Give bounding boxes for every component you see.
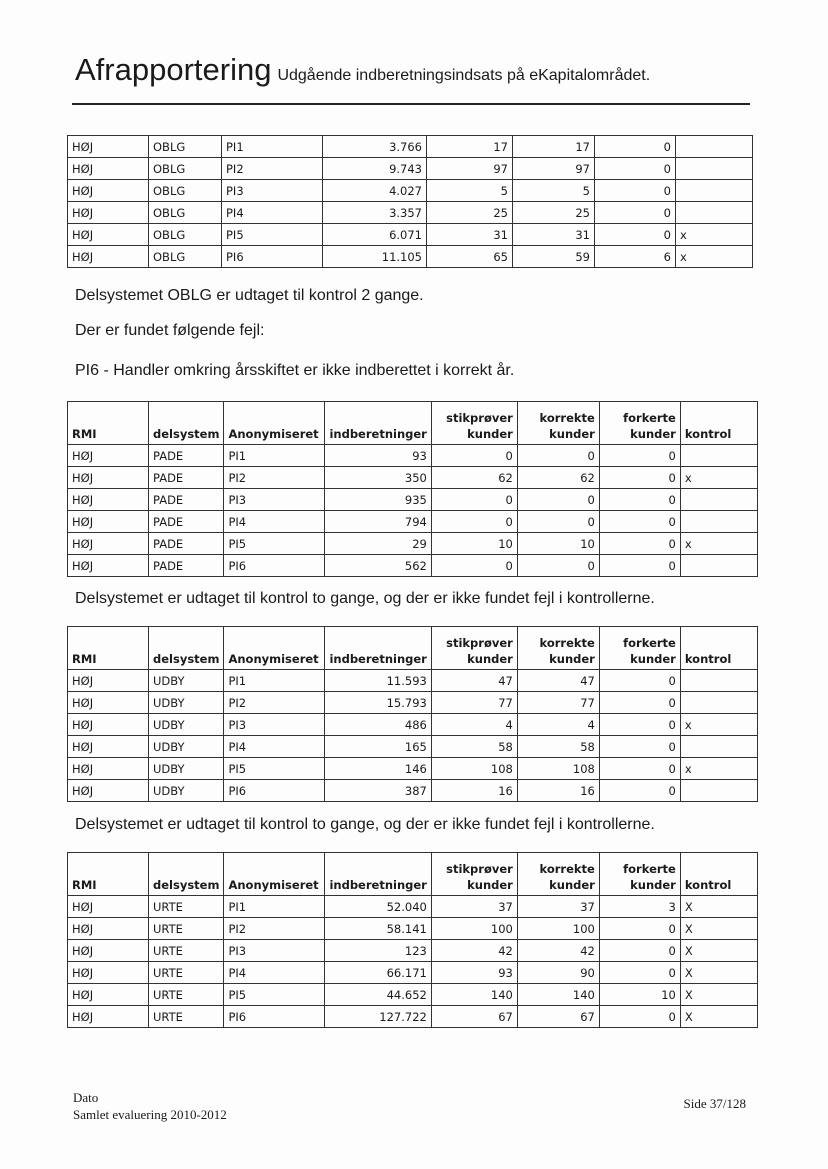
cell-delsystem: URTE: [149, 1006, 224, 1028]
cell-delsystem: URTE: [149, 984, 224, 1006]
table-row: [68, 511, 758, 533]
column-header-forkerte: forkerte kunder: [599, 402, 680, 445]
column-header-delsystem: delsystem: [149, 853, 224, 896]
cell-forkerte: 0: [599, 511, 680, 533]
cell-anonymiseret: PI6: [224, 555, 325, 577]
cell-korrekte: 67: [517, 1006, 599, 1028]
column-header-stikproever: stikprøver kunder: [431, 402, 517, 445]
cell-anonymiseret: PI6: [222, 246, 323, 268]
cell-indberetninger: 29: [325, 533, 431, 555]
cell-korrekte: 0: [517, 489, 599, 511]
column-header-indberetninger: indberetninger: [325, 627, 431, 670]
cell-anonymiseret: PI5: [224, 533, 325, 555]
header-row: [68, 627, 758, 670]
cell-kontrol: [676, 202, 753, 224]
cell-indberetninger: 486: [325, 714, 431, 736]
cell-rmi: HØJ: [68, 158, 149, 180]
cell-delsystem: OBLG: [149, 158, 222, 180]
cell-rmi: HØJ: [68, 136, 149, 158]
cell-rmi: HØJ: [68, 1006, 149, 1028]
cell-indberetninger: 11.105: [323, 246, 427, 268]
cell-indberetninger: 165: [325, 736, 431, 758]
column-header-rmi: RMI: [68, 627, 149, 670]
cell-forkerte: 0: [599, 555, 680, 577]
column-header-delsystem: delsystem: [149, 627, 224, 670]
cell-kontrol: x: [680, 758, 757, 780]
table-row: [68, 224, 753, 246]
cell-anonymiseret: PI5: [224, 758, 325, 780]
cell-delsystem: PADE: [149, 445, 224, 467]
cell-anonymiseret: PI2: [224, 918, 325, 940]
cell-forkerte: 0: [595, 136, 676, 158]
column-header-kontrol: kontrol: [680, 853, 757, 896]
cell-korrekte: 10: [517, 533, 599, 555]
table-row: [68, 670, 758, 692]
cell-indberetninger: 146: [325, 758, 431, 780]
cell-stikproever: 140: [431, 984, 517, 1006]
cell-stikproever: 17: [427, 136, 513, 158]
cell-rmi: HØJ: [68, 489, 149, 511]
cell-delsystem: UDBY: [149, 670, 224, 692]
cell-rmi: HØJ: [68, 896, 149, 918]
cell-korrekte: 31: [513, 224, 595, 246]
cell-anonymiseret: PI3: [222, 180, 323, 202]
cell-stikproever: 67: [431, 1006, 517, 1028]
table-row: [68, 984, 758, 1006]
cell-rmi: HØJ: [68, 940, 149, 962]
table-row: [68, 918, 758, 940]
cell-korrekte: 59: [513, 246, 595, 268]
cell-kontrol: X: [680, 984, 757, 1006]
cell-korrekte: 0: [517, 445, 599, 467]
cell-rmi: HØJ: [68, 246, 149, 268]
cell-forkerte: 0: [599, 780, 680, 802]
cell-indberetninger: 3.766: [323, 136, 427, 158]
cell-forkerte: 0: [599, 1006, 680, 1028]
cell-korrekte: 25: [513, 202, 595, 224]
column-header-kontrol: kontrol: [680, 402, 757, 445]
udby-note: Delsystemet er udtaget til kontrol to gange, og der er ikke fundet fejl i kontrollerne.: [75, 816, 655, 833]
table-row: [68, 489, 758, 511]
cell-indberetninger: 44.652: [325, 984, 431, 1006]
page-title: Afrapportering: [75, 52, 272, 87]
cell-indberetninger: 4.027: [323, 180, 427, 202]
column-header-korrekte: korrekte kunder: [517, 853, 599, 896]
cell-rmi: HØJ: [68, 445, 149, 467]
cell-stikproever: 42: [431, 940, 517, 962]
cell-kontrol: X: [680, 918, 757, 940]
column-header-anonymiseret: Anonymiseret: [224, 402, 325, 445]
cell-korrekte: 4: [517, 714, 599, 736]
cell-kontrol: [680, 780, 757, 802]
cell-indberetninger: 58.141: [325, 918, 431, 940]
cell-rmi: HØJ: [68, 736, 149, 758]
cell-stikproever: 0: [431, 489, 517, 511]
cell-rmi: HØJ: [68, 533, 149, 555]
cell-indberetninger: 52.040: [325, 896, 431, 918]
cell-rmi: HØJ: [68, 467, 149, 489]
cell-korrekte: 37: [517, 896, 599, 918]
cell-delsystem: PADE: [149, 533, 224, 555]
cell-delsystem: UDBY: [149, 714, 224, 736]
table-row: [68, 533, 758, 555]
cell-anonymiseret: PI5: [224, 984, 325, 1006]
table-row: [68, 758, 758, 780]
cell-korrekte: 90: [517, 962, 599, 984]
table-row: [68, 555, 758, 577]
errors-heading: Der er fundet følgende fejl:: [75, 322, 265, 339]
cell-stikproever: 0: [431, 511, 517, 533]
cell-anonymiseret: PI3: [224, 940, 325, 962]
cell-anonymiseret: PI4: [222, 202, 323, 224]
cell-delsystem: UDBY: [149, 736, 224, 758]
cell-anonymiseret: PI4: [224, 511, 325, 533]
page-subtitle: Udgående indberetningsindsats på eKapitalområdet.: [277, 67, 651, 84]
cell-indberetninger: 6.071: [323, 224, 427, 246]
cell-indberetninger: 3.357: [323, 202, 427, 224]
cell-korrekte: 58: [517, 736, 599, 758]
cell-anonymiseret: PI5: [222, 224, 323, 246]
cell-korrekte: 62: [517, 467, 599, 489]
urte-table: [67, 852, 758, 1028]
cell-stikproever: 37: [431, 896, 517, 918]
cell-kontrol: [680, 670, 757, 692]
cell-korrekte: 47: [517, 670, 599, 692]
cell-rmi: HØJ: [68, 984, 149, 1006]
cell-anonymiseret: PI1: [224, 445, 325, 467]
cell-korrekte: 42: [517, 940, 599, 962]
cell-forkerte: 10: [599, 984, 680, 1006]
cell-delsystem: OBLG: [149, 180, 222, 202]
cell-indberetninger: 387: [325, 780, 431, 802]
cell-anonymiseret: PI6: [224, 780, 325, 802]
cell-stikproever: 16: [431, 780, 517, 802]
column-header-indberetninger: indberetninger: [325, 853, 431, 896]
cell-kontrol: X: [680, 896, 757, 918]
cell-korrekte: 108: [517, 758, 599, 780]
column-header-indberetninger: indberetninger: [325, 402, 431, 445]
cell-forkerte: 0: [599, 445, 680, 467]
table-row: [68, 445, 758, 467]
cell-stikproever: 65: [427, 246, 513, 268]
cell-korrekte: 100: [517, 918, 599, 940]
cell-stikproever: 108: [431, 758, 517, 780]
cell-indberetninger: 794: [325, 511, 431, 533]
pade-note: Delsystemet er udtaget til kontrol to gange, og der er ikke fundet fejl i kontrollerne.: [75, 590, 655, 607]
cell-forkerte: 0: [599, 940, 680, 962]
cell-korrekte: 0: [517, 555, 599, 577]
cell-forkerte: 0: [599, 962, 680, 984]
column-header-anonymiseret: Anonymiseret: [224, 627, 325, 670]
cell-kontrol: x: [680, 533, 757, 555]
column-header-stikproever: stikprøver kunder: [431, 627, 517, 670]
column-header-kontrol: kontrol: [680, 627, 757, 670]
table-row: [68, 180, 753, 202]
table-row: [68, 940, 758, 962]
cell-forkerte: 3: [599, 896, 680, 918]
cell-anonymiseret: PI3: [224, 489, 325, 511]
cell-kontrol: [680, 692, 757, 714]
cell-indberetninger: 66.171: [325, 962, 431, 984]
cell-stikproever: 58: [431, 736, 517, 758]
cell-rmi: HØJ: [68, 962, 149, 984]
table-row: [68, 1006, 758, 1028]
cell-anonymiseret: PI1: [222, 136, 323, 158]
pi6-error: PI6 - Handler omkring årsskiftet er ikke indberettet i korrekt år.: [75, 362, 515, 379]
cell-stikproever: 97: [427, 158, 513, 180]
column-header-forkerte: forkerte kunder: [599, 627, 680, 670]
cell-forkerte: 0: [599, 533, 680, 555]
cell-indberetninger: 15.793: [325, 692, 431, 714]
cell-delsystem: OBLG: [149, 246, 222, 268]
cell-forkerte: 0: [595, 180, 676, 202]
cell-forkerte: 0: [599, 489, 680, 511]
cell-delsystem: UDBY: [149, 692, 224, 714]
column-header-anonymiseret: Anonymiseret: [224, 853, 325, 896]
cell-delsystem: UDBY: [149, 758, 224, 780]
cell-kontrol: [676, 158, 753, 180]
cell-rmi: HØJ: [68, 555, 149, 577]
cell-stikproever: 5: [427, 180, 513, 202]
cell-indberetninger: 562: [325, 555, 431, 577]
cell-stikproever: 10: [431, 533, 517, 555]
cell-stikproever: 100: [431, 918, 517, 940]
cell-forkerte: 0: [599, 714, 680, 736]
cell-korrekte: 16: [517, 780, 599, 802]
cell-anonymiseret: PI4: [224, 962, 325, 984]
cell-stikproever: 93: [431, 962, 517, 984]
cell-forkerte: 0: [599, 918, 680, 940]
cell-delsystem: OBLG: [149, 202, 222, 224]
cell-stikproever: 77: [431, 692, 517, 714]
cell-forkerte: 0: [595, 158, 676, 180]
cell-anonymiseret: PI4: [224, 736, 325, 758]
cell-forkerte: 0: [599, 467, 680, 489]
table-row: [68, 136, 753, 158]
cell-kontrol: X: [680, 1006, 757, 1028]
column-header-stikproever: stikprøver kunder: [431, 853, 517, 896]
header-divider: [72, 103, 750, 105]
cell-forkerte: 0: [595, 202, 676, 224]
header-row: [68, 402, 758, 445]
cell-kontrol: [680, 511, 757, 533]
cell-delsystem: OBLG: [149, 224, 222, 246]
cell-anonymiseret: PI1: [224, 670, 325, 692]
cell-delsystem: URTE: [149, 896, 224, 918]
cell-anonymiseret: PI6: [224, 1006, 325, 1028]
cell-rmi: HØJ: [68, 180, 149, 202]
cell-anonymiseret: PI1: [224, 896, 325, 918]
page-number: Side 37/128: [683, 1096, 746, 1111]
cell-kontrol: [676, 136, 753, 158]
cell-stikproever: 0: [431, 445, 517, 467]
column-header-korrekte: korrekte kunder: [517, 627, 599, 670]
cell-rmi: HØJ: [68, 224, 149, 246]
cell-indberetninger: 123: [325, 940, 431, 962]
footer-doc-name: Samlet evaluering 2010-2012: [73, 1107, 227, 1122]
cell-delsystem: PADE: [149, 555, 224, 577]
cell-indberetninger: 93: [325, 445, 431, 467]
cell-rmi: HØJ: [68, 692, 149, 714]
cell-delsystem: PADE: [149, 467, 224, 489]
cell-stikproever: 4: [431, 714, 517, 736]
cell-stikproever: 0: [431, 555, 517, 577]
page-header: [75, 52, 650, 88]
footer-left: [73, 1089, 227, 1123]
cell-forkerte: 0: [599, 736, 680, 758]
cell-kontrol: x: [676, 224, 753, 246]
column-header-rmi: RMI: [68, 853, 149, 896]
cell-korrekte: 77: [517, 692, 599, 714]
table-row: [68, 896, 758, 918]
table-row: [68, 714, 758, 736]
cell-stikproever: 47: [431, 670, 517, 692]
cell-forkerte: 0: [599, 670, 680, 692]
header-row: [68, 853, 758, 896]
cell-delsystem: OBLG: [149, 136, 222, 158]
oblg-table: [67, 135, 753, 268]
cell-delsystem: URTE: [149, 962, 224, 984]
cell-indberetninger: 9.743: [323, 158, 427, 180]
cell-rmi: HØJ: [68, 758, 149, 780]
table-row: [68, 780, 758, 802]
cell-forkerte: 6: [595, 246, 676, 268]
cell-delsystem: PADE: [149, 511, 224, 533]
cell-kontrol: x: [680, 714, 757, 736]
cell-korrekte: 0: [517, 511, 599, 533]
cell-kontrol: x: [680, 467, 757, 489]
cell-stikproever: 31: [427, 224, 513, 246]
cell-korrekte: 97: [513, 158, 595, 180]
column-header-delsystem: delsystem: [149, 402, 224, 445]
cell-kontrol: [680, 445, 757, 467]
cell-anonymiseret: PI3: [224, 714, 325, 736]
column-header-forkerte: forkerte kunder: [599, 853, 680, 896]
cell-korrekte: 17: [513, 136, 595, 158]
cell-delsystem: PADE: [149, 489, 224, 511]
table-row: [68, 962, 758, 984]
cell-kontrol: [680, 489, 757, 511]
cell-kontrol: [676, 180, 753, 202]
cell-delsystem: URTE: [149, 918, 224, 940]
footer-date-label: Dato: [73, 1090, 99, 1105]
table-row: [68, 736, 758, 758]
cell-korrekte: 140: [517, 984, 599, 1006]
pade-table: [67, 401, 758, 577]
cell-rmi: HØJ: [68, 780, 149, 802]
table-row: [68, 467, 758, 489]
cell-indberetninger: 935: [325, 489, 431, 511]
cell-stikproever: 62: [431, 467, 517, 489]
oblg-note: Delsystemet OBLG er udtaget til kontrol 2 gange.: [75, 287, 424, 304]
cell-indberetninger: 11.593: [325, 670, 431, 692]
table-row: [68, 692, 758, 714]
cell-rmi: HØJ: [68, 511, 149, 533]
column-header-rmi: RMI: [68, 402, 149, 445]
table-row: [68, 202, 753, 224]
table-row: [68, 246, 753, 268]
table-row: [68, 158, 753, 180]
cell-kontrol: X: [680, 940, 757, 962]
udby-table: [67, 626, 758, 802]
cell-kontrol: X: [680, 962, 757, 984]
cell-kontrol: [680, 736, 757, 758]
cell-anonymiseret: PI2: [222, 158, 323, 180]
cell-rmi: HØJ: [68, 714, 149, 736]
cell-indberetninger: 127.722: [325, 1006, 431, 1028]
cell-kontrol: [680, 555, 757, 577]
column-header-korrekte: korrekte kunder: [517, 402, 599, 445]
cell-anonymiseret: PI2: [224, 692, 325, 714]
cell-kontrol: x: [676, 246, 753, 268]
cell-korrekte: 5: [513, 180, 595, 202]
cell-delsystem: URTE: [149, 940, 224, 962]
cell-anonymiseret: PI2: [224, 467, 325, 489]
cell-rmi: HØJ: [68, 202, 149, 224]
cell-rmi: HØJ: [68, 670, 149, 692]
cell-delsystem: UDBY: [149, 780, 224, 802]
cell-stikproever: 25: [427, 202, 513, 224]
cell-rmi: HØJ: [68, 918, 149, 940]
cell-indberetninger: 350: [325, 467, 431, 489]
cell-forkerte: 0: [599, 692, 680, 714]
cell-forkerte: 0: [599, 758, 680, 780]
cell-forkerte: 0: [595, 224, 676, 246]
